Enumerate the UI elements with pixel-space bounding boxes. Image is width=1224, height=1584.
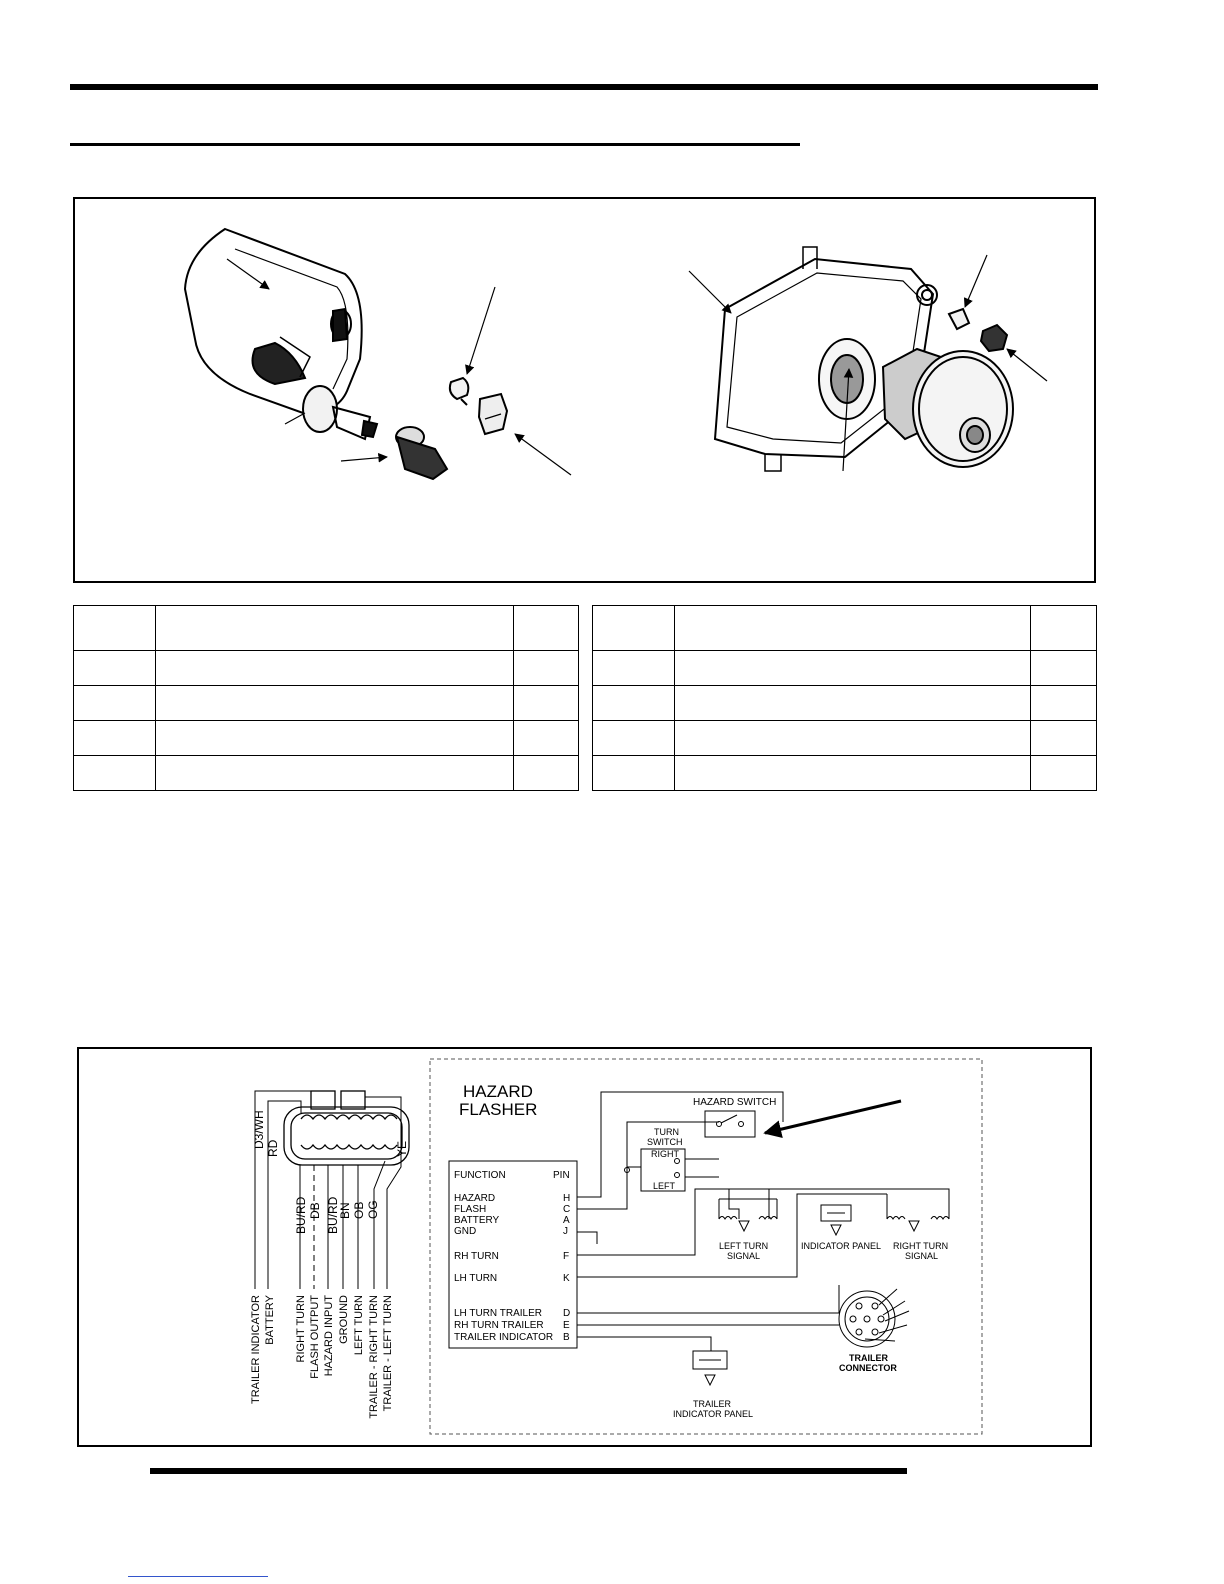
pin-function-label: TRAILER INDICATOR (250, 1295, 262, 1404)
pin-table-pin: F (563, 1251, 570, 1262)
pin-table-function: RH TURN TRAILER (454, 1320, 544, 1331)
left-turn-signal-label: SIGNAL (727, 1251, 761, 1261)
callout-leader (285, 413, 305, 424)
table-cell (156, 651, 514, 686)
pin-table-header-function: FUNCTION (454, 1170, 506, 1181)
parts-table-left (73, 605, 579, 791)
table-header-cell (675, 606, 1031, 651)
wire-color-label: BU/RD (294, 1196, 308, 1234)
pin-table-function: RH TURN (454, 1251, 499, 1262)
table-header-row (74, 606, 579, 651)
pin-table-header-pin: PIN (553, 1170, 570, 1181)
exploded-view-illustration (75, 199, 1094, 581)
right-turn-signal-label: RIGHT TURN (893, 1241, 949, 1251)
position-bulb (949, 309, 969, 329)
bulb-socket (396, 427, 447, 479)
wire-color-label: D3/WH (252, 1110, 266, 1149)
turn-switch-right-label: RIGHT (651, 1149, 679, 1159)
flasher-pin-table (449, 1161, 577, 1348)
callout-leader (227, 259, 269, 289)
pin-function-label: LEFT TURN (353, 1295, 365, 1356)
table-cell (514, 651, 579, 686)
wire-color-labels (252, 1110, 409, 1234)
wire-color-label: OG (366, 1200, 380, 1219)
header-rule-top (70, 84, 1098, 90)
turn-switch-label: SWITCH (647, 1137, 683, 1147)
table-row (74, 686, 579, 721)
table-header-cell (156, 606, 514, 651)
connector-wires (255, 1091, 401, 1289)
pin-table-function: HAZARD (454, 1193, 496, 1204)
pin-function-label: FLASH OUTPUT (309, 1295, 321, 1379)
trailer-indicator-panel (693, 1351, 727, 1385)
wiring-diagram-figure (77, 1047, 1092, 1447)
table-row (593, 686, 1097, 721)
footer-link-underline[interactable] (128, 1576, 268, 1577)
table-cell (1031, 686, 1097, 721)
trailer-connector-label: CONNECTOR (839, 1363, 897, 1373)
table-cell (675, 721, 1031, 756)
trailer-indicator-panel-label: TRAILER (693, 1399, 732, 1409)
table-cell (514, 686, 579, 721)
trailer-connector (839, 1289, 909, 1347)
table-header-cell (74, 606, 156, 651)
taillight-housing (185, 229, 362, 413)
indicator-panel-label: INDICATOR PANEL (801, 1241, 882, 1251)
table-row (593, 721, 1097, 756)
callout-leader (515, 434, 571, 475)
pin-table-pin: H (563, 1193, 571, 1204)
headlight-bulb-assembly (883, 349, 1013, 467)
pin-table-pin: D (563, 1308, 571, 1319)
table-cell (675, 686, 1031, 721)
table-header-cell (593, 606, 675, 651)
wire-color-label: BU/RD (326, 1196, 340, 1234)
table-row (74, 651, 579, 686)
module-title: HAZARD (463, 1082, 533, 1101)
table-cell (74, 686, 156, 721)
table-cell (593, 651, 675, 686)
pin-table-pin: A (563, 1215, 570, 1226)
pin-table-pin: J (563, 1226, 568, 1237)
pin-table-function: FLASH (454, 1204, 487, 1215)
pin-table-pin: K (563, 1273, 570, 1284)
table-cell (156, 721, 514, 756)
callout-leader (467, 287, 495, 374)
table-cell (156, 686, 514, 721)
table-header-cell (1031, 606, 1097, 651)
wedge-socket (479, 394, 507, 434)
table-header-row (593, 606, 1097, 651)
callout-leader (341, 457, 387, 461)
table-cell (74, 651, 156, 686)
wire-color-label: DB (308, 1202, 322, 1219)
right-turn-signal (887, 1194, 949, 1231)
pin-function-label: HAZARD INPUT (323, 1295, 335, 1377)
table-cell (74, 721, 156, 756)
table-cell (1031, 721, 1097, 756)
table-cell (1031, 651, 1097, 686)
bulb (303, 386, 377, 439)
table-cell (675, 756, 1031, 791)
table-row (593, 651, 1097, 686)
header-rule-section (70, 143, 800, 146)
left-turn-signal-label: LEFT TURN (719, 1241, 769, 1251)
pin-table-pin: B (563, 1332, 570, 1343)
table-cell (675, 651, 1031, 686)
table-row (74, 756, 579, 791)
callout-arrow (765, 1101, 901, 1133)
pin-function-labels (250, 1294, 394, 1418)
table-cell (514, 721, 579, 756)
pin-table-function: BATTERY (454, 1215, 500, 1226)
pin-function-label: TRAILER - RIGHT TURN (368, 1295, 380, 1419)
pin-function-label: RIGHT TURN (295, 1295, 307, 1363)
table-cell (593, 756, 675, 791)
right-turn-signal-label: SIGNAL (905, 1251, 939, 1261)
circuit-wires (577, 1092, 949, 1351)
pin-table-function: TRAILER INDICATOR (454, 1332, 554, 1343)
pin-table-function: LH TURN (454, 1273, 498, 1284)
table-cell (514, 756, 579, 791)
hazard-switch-label: HAZARD SWITCH (693, 1097, 777, 1108)
pin-function-label: BATTERY (264, 1295, 276, 1345)
turn-switch-left-label: LEFT (653, 1181, 676, 1191)
pin-table-pin: C (563, 1204, 571, 1215)
table-header-cell (514, 606, 579, 651)
wire-color-label: BN (338, 1202, 352, 1219)
wire-color-label: RD (266, 1139, 280, 1157)
table-cell (593, 721, 675, 756)
callout-leader (965, 255, 987, 307)
table-cell (1031, 756, 1097, 791)
flasher-connector (284, 1091, 409, 1165)
table-cell (74, 756, 156, 791)
indicator-panel (821, 1205, 851, 1235)
table-row (593, 756, 1097, 791)
module-title: FLASHER (459, 1100, 538, 1119)
trailer-connector-label: TRAILER (849, 1353, 888, 1363)
trailer-indicator-panel-label: INDICATOR PANEL (673, 1409, 754, 1419)
pin-table-function: GND (454, 1226, 477, 1237)
pin-table-function: LH TURN TRAILER (454, 1308, 542, 1319)
table-row (74, 721, 579, 756)
parts-table-right (592, 605, 1097, 791)
wiring-diagram (79, 1049, 1090, 1445)
wire-color-label: YE (395, 1140, 409, 1157)
table-cell (593, 686, 675, 721)
callout-leader (689, 271, 731, 313)
pin-function-label: TRAILER - LEFT TURN (382, 1295, 394, 1412)
wire-color-label: OB (352, 1201, 366, 1219)
pin-function-label: GROUND (338, 1295, 350, 1344)
left-turn-signal (719, 1199, 777, 1231)
footer-rule (150, 1468, 907, 1474)
turn-switch-label: TURN (654, 1127, 679, 1137)
position-bulb-socket (981, 325, 1007, 351)
hazard-switch (705, 1111, 755, 1137)
callout-leader (1007, 349, 1047, 381)
exploded-view-figure (73, 197, 1096, 583)
pin-table-pin: E (563, 1320, 570, 1331)
wedge-bulb (450, 378, 468, 405)
table-cell (156, 756, 514, 791)
